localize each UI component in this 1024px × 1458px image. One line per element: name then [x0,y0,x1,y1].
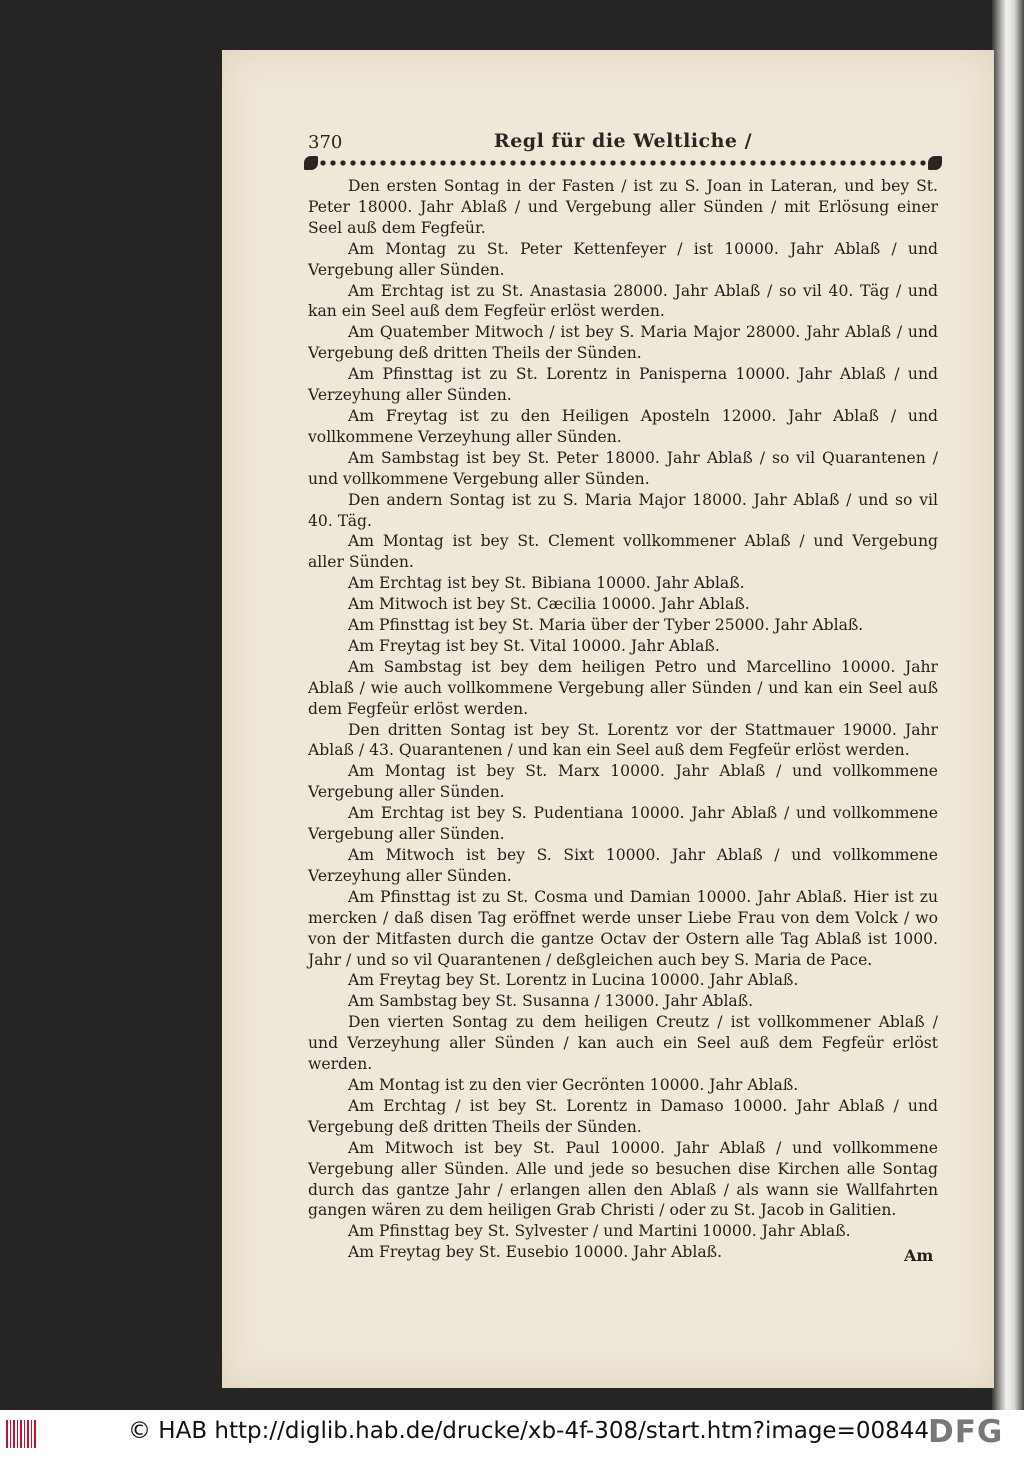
running-title: Regl für die Weltliche / [493,130,753,152]
paragraph: Am Erchtag ist zu St. Anastasia 28000. Jahr Ablaß / so vil 40. Täg / und kan ein Seel auß dem Fegfeür erlöst werden. [308,281,938,321]
paragraph: Den vierten Sontag zu dem heiligen Creutz / ist vollkommener Ablaß / und Verzeyhung aller Sünden / kan auch ein Seel auß dem Fegfeür erlöst werden. [308,1013,938,1074]
paragraph: Den ersten Sontag in der Fasten / ist zu S. Joan in Lateran, und bey St. Peter 18000. Jahr Ablaß / und Vergebung aller Sünden / mit Erlösung einer Seel auß dem Fegfeür. [308,177,938,237]
dfg-logo: DFG [928,1414,1004,1450]
paragraph: Am Freytag ist bey St. Vital 10000. Jahr Ablaß. [348,636,720,655]
paragraph: Am Sambstag bey St. Susanna / 13000. Jahr Ablaß. [348,992,754,1011]
paragraph: Am Mitwoch ist bey St. Paul 10000. Jahr Ablaß / und vollkommene Vergebung aller Sünden. Alle und jede so besuchen dise Kirchen alle Sontag durch das gantze Jahr / erlangen allen den Ablaß / als wann sie Wallfahrten gangen wären zu dem heiligen Grab Christi / oder zu St. Jacob in Galitien. [308,1138,938,1220]
paragraph: Am Freytag bey St. Lorentz in Lucina 10000. Jahr Ablaß. [348,971,799,990]
barcode-icon [6,1420,38,1448]
paragraph: Am Pfinsttag ist zu St. Cosma und Damian 10000. Jahr Ablaß. Hier ist zu mercken / daß disen Tag eröffnet werde unser Liebe Frau von dem Volck / wo von der Mitfasten durch die gantze Octav der Ostern alle Tag Ablaß ist 1000. Jahr / und so vil Quarantenen / deßgleichen auch bey S. Maria de Pace. [308,887,938,969]
paragraph: Am Erchtag ist bey St. Bibiana 10000. Jahr Ablaß. [348,574,745,593]
book-page [222,50,994,1388]
paragraph: Am Quatember Mitwoch / ist bey S. Maria Major 28000. Jahr Ablaß / und Vergebung deß dritten Theils der Sünden. [308,323,938,363]
paragraph: Am Pfinsttag ist zu St. Lorentz in Panisperna 10000. Jahr Ablaß / und Verzeyhung aller Sünden. [308,365,938,405]
catchword: Am [904,1246,934,1265]
body-text [308,176,938,1263]
paragraph: Am Montag ist bey St. Clement vollkommener Ablaß / und Vergebung aller Sünden. [308,532,938,572]
paragraph: Am Pfinsttag ist bey St. Maria über der Tyber 25000. Jahr Ablaß. [348,616,864,635]
paragraph: Am Sambstag ist bey dem heiligen Petro und Marcellino 10000. Jahr Ablaß / wie auch vollkommene Vergebung aller Sünden / und kan ein Seel auß dem Fegfeür erlöst werden. [308,657,938,718]
paragraph: Am Erchtag / ist bey St. Lorentz in Damaso 10000. Jahr Ablaß / und Vergebung deß dritten Theils der Sünden. [308,1096,938,1136]
viewer-footer [0,1410,1024,1458]
paragraph: Am Erchtag ist bey S. Pudentiana 10000. Jahr Ablaß / und vollkommene Vergebung aller Sünden. [308,804,938,844]
ornament-rule [308,156,938,170]
paragraph: Den andern Sontag ist zu S. Maria Major 18000. Jahr Ablaß / und so vil 40. Täg. [308,490,938,530]
citation-link[interactable]: © HAB http://diglib.hab.de/drucke/xb-4f-308/start.htm?image=00844 [128,1418,930,1444]
book-spine [992,0,1024,1410]
paragraph: Am Mitwoch ist bey St. Cæcilia 10000. Jahr Ablaß. [348,595,750,614]
paragraph: Am Pfinsttag bey St. Sylvester / und Martini 10000. Jahr Ablaß. [348,1222,851,1241]
page-number: 370 [308,132,343,153]
ornament-right-icon [928,156,942,170]
paragraph: Am Montag ist zu den vier Gecrönten 10000. Jahr Ablaß. [348,1075,799,1094]
paragraph: Am Mitwoch ist bey S. Sixt 10000. Jahr Ablaß / und vollkommene Verzeyhung aller Sünden. [308,846,938,885]
paragraph: Am Montag zu St. Peter Kettenfeyer / ist 10000. Jahr Ablaß / und Vergebung aller Sünden. [308,239,938,279]
paragraph: Am Sambstag ist bey St. Peter 18000. Jahr Ablaß / so vil Quarantenen / und vollkommene Vergebung aller Sünden. [308,448,938,488]
paragraph: Am Freytag ist zu den Heiligen Aposteln 12000. Jahr Ablaß / und vollkommene Verzeyhung aller Sünden. [308,406,938,446]
ornament-left-icon [304,156,318,170]
paragraph: Am Freytag bey St. Eusebio 10000. Jahr Ablaß. [348,1243,723,1262]
paragraph: Am Montag ist bey St. Marx 10000. Jahr Ablaß / und vollkommene Vergebung aller Sünden. [308,762,938,802]
paragraph: Den dritten Sontag ist bey St. Lorentz vor der Stattmauer 19000. Jahr Ablaß / 43. Quarantenen / und kan ein Seel auß dem Fegfeür erlöst werden. [308,720,938,760]
